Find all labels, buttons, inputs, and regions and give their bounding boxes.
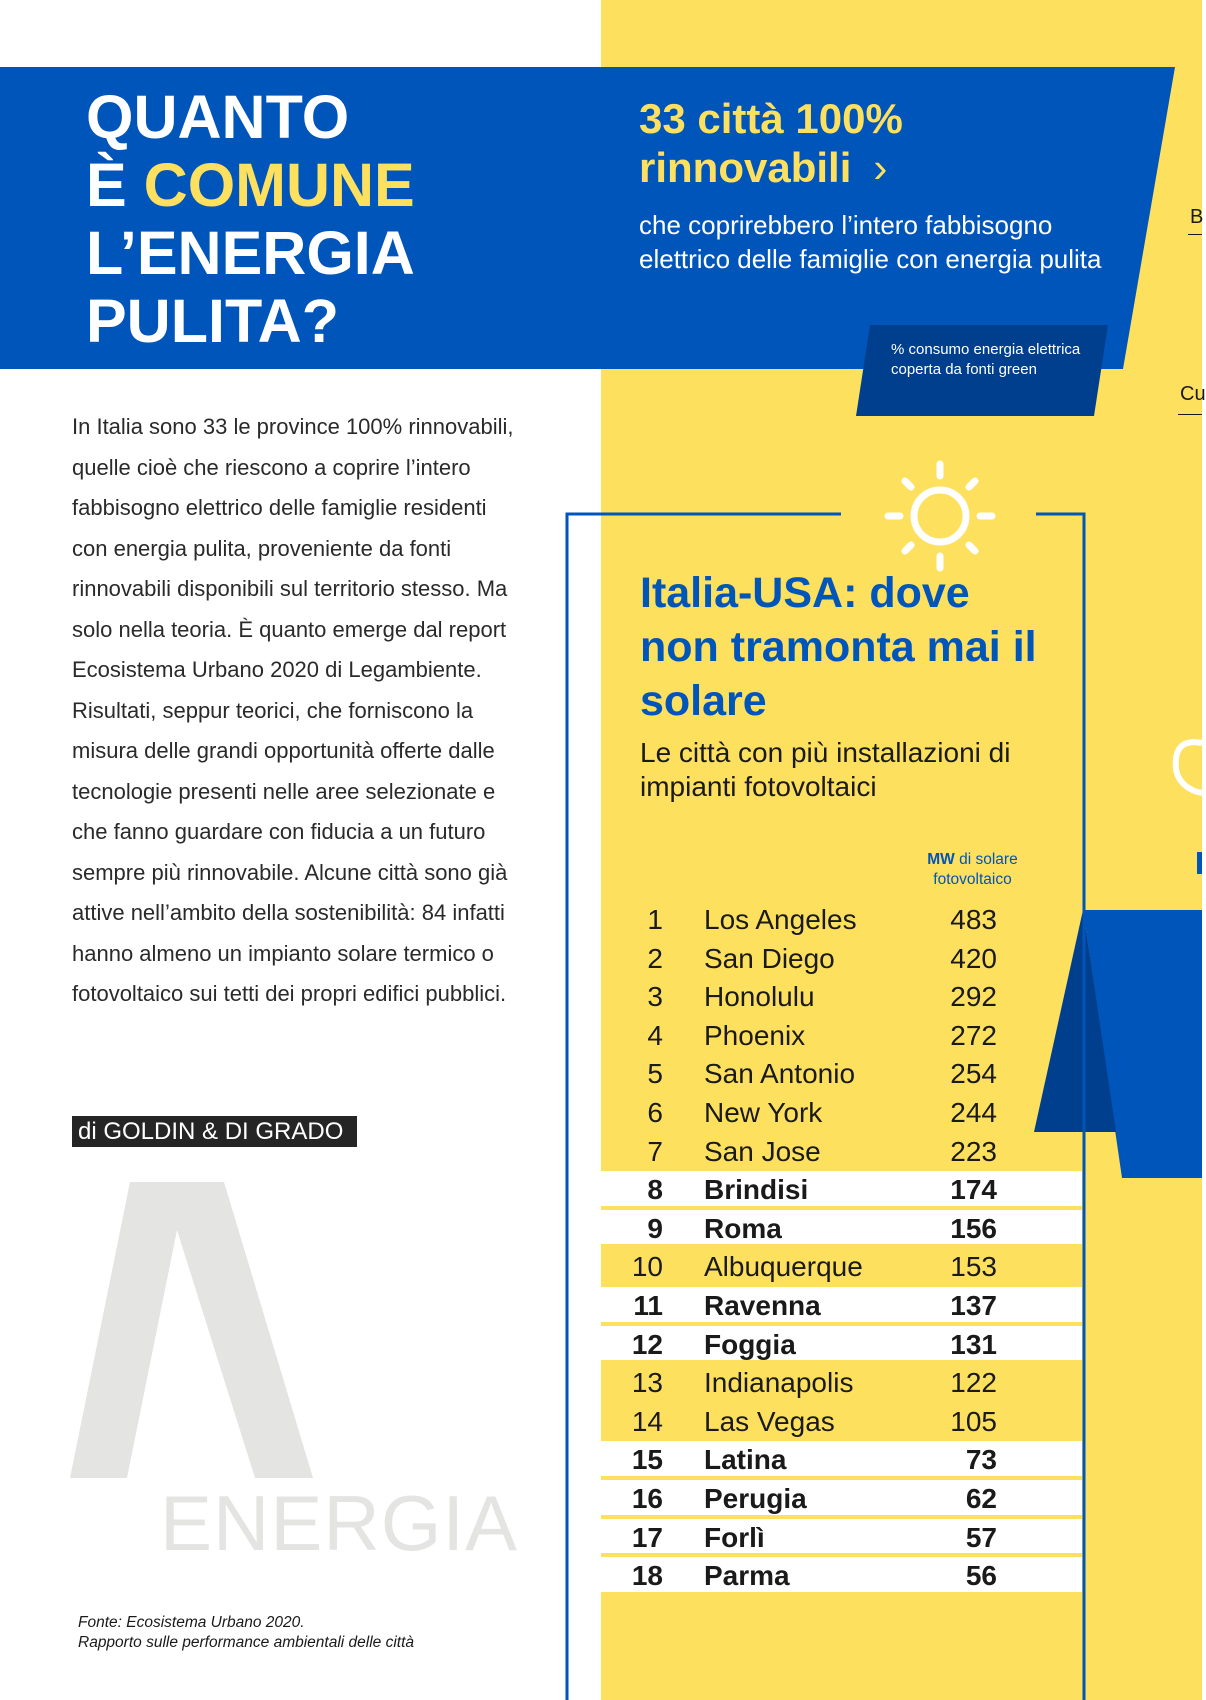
table-row bbox=[601, 1287, 1082, 1326]
solar-box-subtitle: Le città con più installazioni di impianti fotovoltaici bbox=[640, 737, 1011, 802]
city-cell: San Diego bbox=[704, 942, 835, 974]
table-row bbox=[601, 978, 1082, 1017]
table-row bbox=[601, 940, 1082, 979]
right-strip-underline-top bbox=[1188, 234, 1202, 235]
city-cell: San Jose bbox=[704, 1135, 821, 1167]
rank-cell: 13 bbox=[631, 1367, 663, 1399]
table-row bbox=[601, 1055, 1082, 1094]
table-row bbox=[601, 1133, 1082, 1172]
city-cell: Latina bbox=[704, 1444, 787, 1476]
city-cell: Honolulu bbox=[704, 981, 815, 1013]
value-cell: 223 bbox=[950, 1135, 997, 1167]
rank-cell: 10 bbox=[631, 1251, 663, 1283]
column-header-label: di solare fotovoltaico bbox=[933, 851, 1018, 888]
headline-line-1: QUANTO bbox=[86, 83, 350, 151]
value-cell: 254 bbox=[950, 1058, 997, 1090]
city-cell: Phoenix bbox=[704, 1019, 806, 1051]
city-cell: San Antonio bbox=[704, 1058, 856, 1090]
rank-cell: 8 bbox=[647, 1174, 663, 1206]
value-cell: 272 bbox=[950, 1019, 997, 1051]
value-cell: 292 bbox=[950, 981, 997, 1013]
value-cell: 62 bbox=[965, 1482, 997, 1514]
city-cell: Indianapolis bbox=[704, 1367, 854, 1399]
city-cell: Foggia bbox=[704, 1328, 796, 1360]
city-cell: Forlì bbox=[704, 1521, 765, 1553]
banner-stat-line-2: rinnovabili bbox=[639, 144, 852, 191]
rank-cell: 4 bbox=[647, 1019, 663, 1051]
rank-cell: 15 bbox=[631, 1444, 663, 1476]
table-row bbox=[601, 1326, 1082, 1365]
banner-description: che coprirebbero l’intero fabbisogno elettrico delle famiglie con energia pulita bbox=[639, 210, 1102, 274]
value-cell: 174 bbox=[950, 1174, 997, 1206]
rank-cell: 9 bbox=[647, 1212, 663, 1244]
rank-cell: 1 bbox=[647, 904, 663, 935]
column-header bbox=[910, 850, 1035, 890]
table-row bbox=[601, 1519, 1082, 1558]
value-cell: 153 bbox=[950, 1251, 997, 1283]
value-cell: 131 bbox=[950, 1328, 997, 1360]
value-cell: 105 bbox=[950, 1405, 997, 1437]
value-cell: 420 bbox=[950, 942, 997, 974]
leaf-icon bbox=[1168, 735, 1202, 799]
rank-cell: 11 bbox=[633, 1289, 663, 1321]
value-cell: 156 bbox=[950, 1212, 997, 1244]
table-row bbox=[601, 1094, 1082, 1133]
source-line-2: Rapporto sulle performance ambientali delle città bbox=[78, 1634, 415, 1651]
table-row bbox=[601, 1171, 1082, 1210]
city-cell: Roma bbox=[704, 1212, 782, 1244]
author-byline: di GOLDIN & DI GRADO bbox=[72, 1116, 357, 1147]
value-cell: 57 bbox=[965, 1521, 997, 1553]
banner-stat-line-1: 33 città 100% bbox=[639, 95, 903, 142]
rank-cell: 2 bbox=[647, 942, 663, 974]
source-line-1: Fonte: Ecosistema Urbano 2020. bbox=[78, 1614, 305, 1631]
legend-label: % consumo energia elettrica coperta da fonti green bbox=[891, 341, 1081, 378]
table-row bbox=[601, 1210, 1082, 1249]
rank-cell: 18 bbox=[631, 1560, 663, 1592]
rank-cell: 12 bbox=[631, 1328, 663, 1360]
value-cell: 137 bbox=[950, 1289, 997, 1321]
value-cell: 73 bbox=[965, 1444, 997, 1476]
rank-cell: 14 bbox=[631, 1405, 663, 1437]
headline-line-2-prefix: È bbox=[86, 151, 144, 219]
rank-cell: 17 bbox=[631, 1521, 663, 1553]
city-cell: New York bbox=[704, 1096, 823, 1128]
article-body: In Italia sono 33 le province 100% rinnovabili, quelle cioè che riescono a coprire l’intero fabbisogno elettrico delle famiglie residenti con energia pulita, proveniente da fonti rinnovabili disponibili sul territorio stesso. Ma solo nella teoria. È quanto emerge dal report Ecosistema Urbano 2020 di Legambiente. Risultati, seppur teorici, che forniscono la misura delle grandi opportunità offerte dalle tecnologie presenti nelle aree selezionate e che fanno guardare con fiducia a un futuro sempre più rinnovabile. Alcune città sono già attive nell’ambito della sostenibilità: 84 infatti hanno almeno un impianto solare termico o fotovoltaico sui tetti dei propri edifici pubblici. bbox=[72, 414, 514, 1006]
column-header-unit: MW bbox=[927, 851, 955, 868]
table-row bbox=[601, 1248, 1082, 1287]
right-strip-text-top: B bbox=[1190, 206, 1204, 228]
value-cell: 56 bbox=[965, 1560, 997, 1592]
right-strip-underline-mid bbox=[1178, 414, 1202, 415]
table-row bbox=[601, 1480, 1082, 1519]
rank-cell: 3 bbox=[647, 981, 663, 1013]
city-cell: Las Vegas bbox=[704, 1405, 835, 1437]
energia-logo-word: ENERGIA bbox=[160, 1479, 519, 1567]
table-row bbox=[601, 1364, 1082, 1403]
table-row bbox=[601, 901, 1082, 940]
table-row bbox=[601, 1441, 1082, 1480]
right-strip-text-mid: Cu bbox=[1180, 383, 1206, 405]
city-cell: Los Angeles bbox=[704, 904, 857, 935]
headline-line-4: PULITA? bbox=[86, 287, 339, 355]
chevron-right-icon[interactable]: › bbox=[873, 144, 888, 191]
table-row bbox=[601, 1403, 1082, 1442]
city-cell: Ravenna bbox=[704, 1289, 821, 1321]
value-cell: 244 bbox=[950, 1096, 997, 1128]
city-cell: Brindisi bbox=[704, 1174, 809, 1206]
right-strip-blue-mark bbox=[1197, 852, 1202, 874]
table-row bbox=[601, 1017, 1082, 1056]
headline-line-3: L’ENERGIA bbox=[86, 219, 415, 287]
value-cell: 122 bbox=[950, 1367, 997, 1399]
rank-cell: 5 bbox=[647, 1058, 663, 1090]
table-row bbox=[601, 1557, 1082, 1596]
city-cell: Parma bbox=[704, 1560, 790, 1592]
rank-cell: 6 bbox=[647, 1096, 663, 1128]
rank-cell: 7 bbox=[647, 1135, 663, 1167]
rank-cell: 16 bbox=[631, 1482, 663, 1514]
value-cell: 483 bbox=[950, 904, 997, 935]
sun-icon bbox=[880, 458, 1000, 574]
city-cell: Perugia bbox=[704, 1482, 807, 1514]
city-cell: Albuquerque bbox=[704, 1251, 863, 1283]
headline-highlight: COMUNE bbox=[143, 151, 415, 219]
solar-box-title: Italia-USA: dove non tramonta mai il solare bbox=[640, 569, 1037, 725]
ranking-table bbox=[601, 901, 1082, 1596]
